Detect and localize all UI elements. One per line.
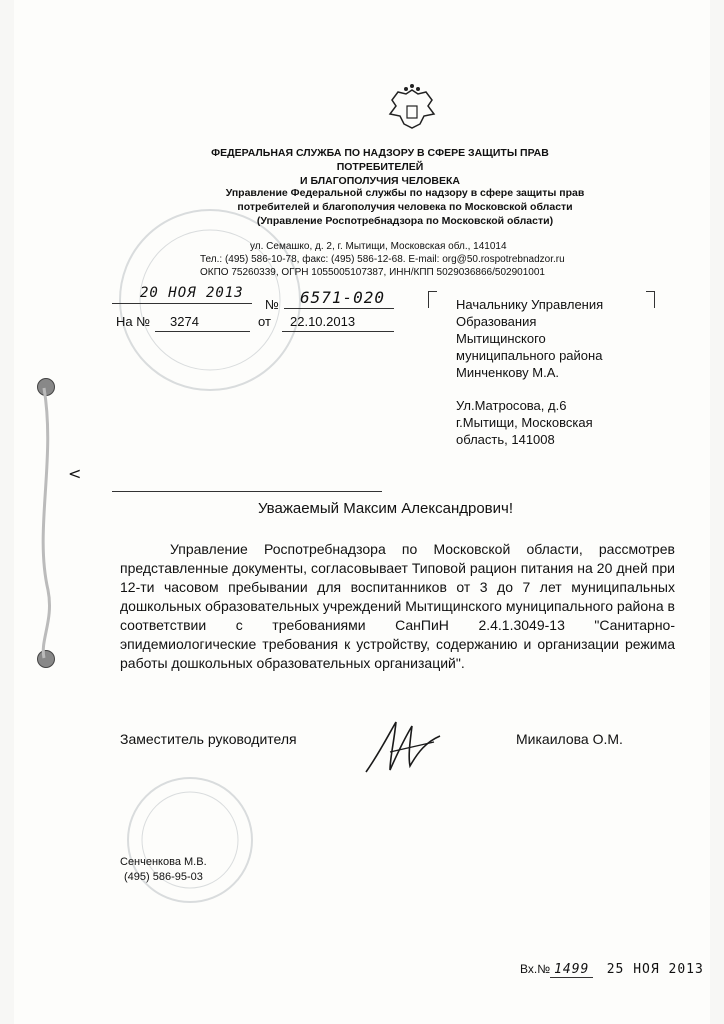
letter-body: Управление Роспотребнадзора по Московской области, рассмотрев представленные документы, согласовывает Типовой рацион питания на 20 дней при 12-ти часовом пребывании для воспитанников от 3 до 7 лет муниципальных дошкольных образовательных учреждений Мытищинского муниципального района в соответствии с требованиями СанПиН 2.4.1.3049-13 "Санитарно-эпидемиологические требования к устройству, содержанию и организации режима работы дошкольных образовательных организаций". <box>120 541 675 671</box>
agency-line-2: И БЛАГОПОЛУЧИЯ ЧЕЛОВЕКА <box>300 175 460 187</box>
codes-line: ОКПО 75260339, ОГРН 1055005107387, ИНН/КПП 5029036866/502901001 <box>200 267 545 278</box>
margin-mark: < <box>68 464 82 483</box>
department-line-3: (Управление Роспотребнадзора по Московской области) <box>256 215 554 227</box>
recipient-line-2: Образования <box>456 314 537 329</box>
department-header <box>190 186 620 228</box>
recipient-line-3: Мытищинского <box>456 331 546 346</box>
bleed-through-stamp-bottom <box>110 760 270 920</box>
recipient-line-1: Начальнику Управления <box>456 297 604 312</box>
signatory-name: Микаилова О.М. <box>516 731 623 747</box>
handwritten-signature <box>360 712 450 782</box>
from-label: от <box>258 314 271 329</box>
department-line-1: Управление Федеральной службы по надзору в сфере защиты прав <box>225 187 585 199</box>
recipient-block <box>456 296 656 448</box>
coat-of-arms-emblem <box>384 84 440 136</box>
address-corner-left <box>428 291 437 308</box>
address-line: ул. Семашко, д. 2, г. Мытищи, Московская обл., 141014 <box>250 241 507 252</box>
registration-number-label: № <box>265 297 279 312</box>
contact-block <box>200 240 630 279</box>
binding-thread <box>30 380 60 670</box>
separator-line <box>112 491 382 492</box>
registration-number-line <box>284 308 394 309</box>
executor-name: Сенченкова М.В. <box>120 856 207 868</box>
incoming-label: Вх.№ <box>520 962 551 976</box>
signatory-position: Заместитель руководителя <box>120 731 297 747</box>
incoming-date: 25 НОЯ 2013 <box>606 962 704 977</box>
greeting: Уважаемый Максим Александрович! <box>258 500 514 517</box>
reply-number-line <box>155 331 250 332</box>
reply-date-line <box>282 331 394 332</box>
recipient-name: Минченкову М.А. <box>456 365 559 380</box>
reply-number: 3274 <box>170 314 199 329</box>
executor-block <box>120 855 207 885</box>
recipient-line-4: муниципального района <box>456 348 603 363</box>
agency-header <box>170 146 590 188</box>
incoming-registration <box>520 962 704 977</box>
agency-line-1: ФЕДЕРАЛЬНАЯ СЛУЖБА ПО НАДЗОРУ В СФЕРЕ ЗАЩИТЫ ПРАВ ПОТРЕБИТЕЛЕЙ <box>211 147 549 173</box>
phones-line: Тел.: (495) 586-10-78, факс: (495) 586-12-68. E-mail: org@50.rospotrebnadzor.ru <box>200 254 565 265</box>
executor-phone: (495) 586-95-03 <box>124 871 203 883</box>
recipient-street: Ул.Матросова, д.6 <box>456 398 567 413</box>
recipient-city: г.Мытищи, Московская <box>456 415 593 430</box>
reply-date: 22.10.2013 <box>290 314 356 329</box>
registration-date-line <box>112 303 252 304</box>
registration-date: 20 НОЯ 2013 <box>140 285 244 301</box>
incoming-number: 1499 <box>550 962 593 978</box>
recipient-region: область, 141008 <box>456 432 555 447</box>
department-line-2: потребителей и благополучия человека по Московской области <box>237 201 573 213</box>
registration-number: 6571-020 <box>300 288 386 307</box>
reply-label: На № <box>116 314 151 329</box>
